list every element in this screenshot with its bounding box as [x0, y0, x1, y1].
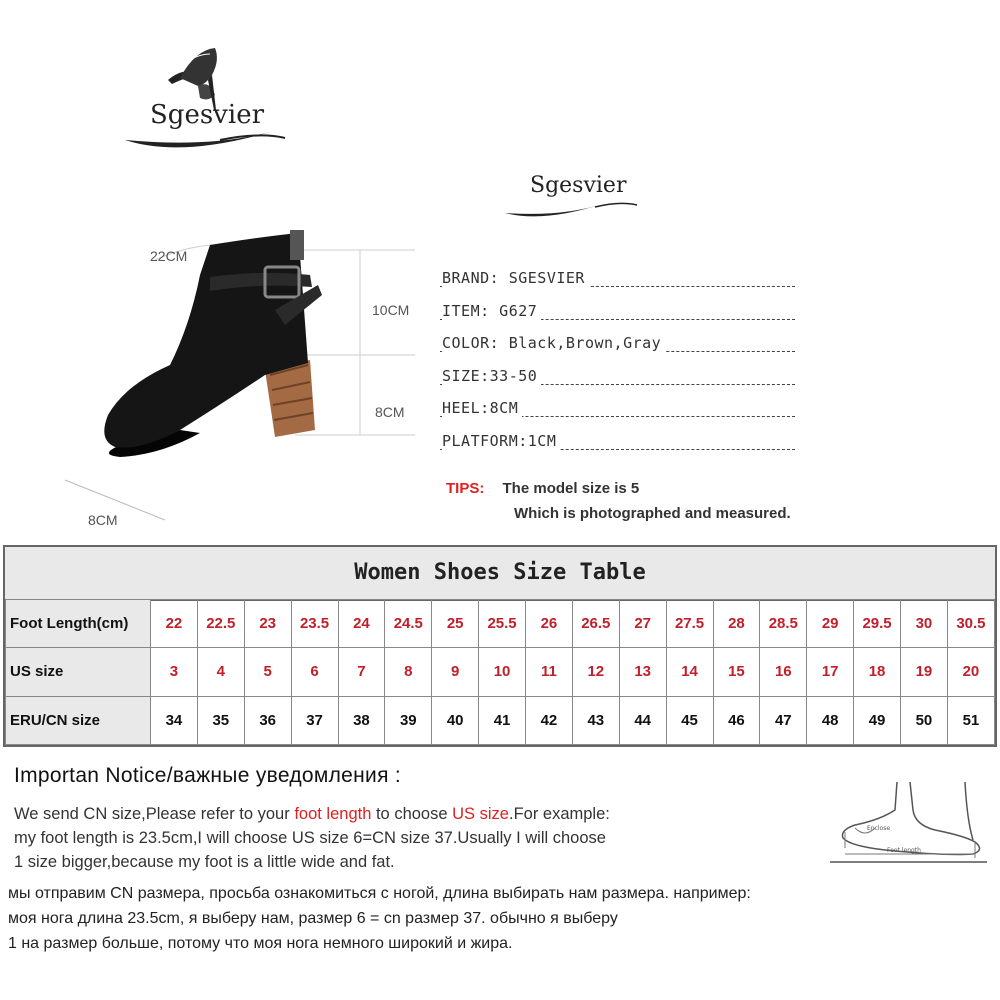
size-cell: 12: [572, 648, 619, 696]
size-cell: 44: [619, 696, 666, 744]
size-cell: 14: [666, 648, 713, 696]
size-cell: 46: [713, 696, 760, 744]
size-cell: 19: [901, 648, 948, 696]
product-specs: [440, 265, 795, 460]
size-table-row: [6, 648, 995, 696]
size-cell: 17: [807, 648, 854, 696]
size-cell: 9: [432, 648, 479, 696]
size-cell: 28: [713, 600, 760, 648]
size-cell: 39: [385, 696, 432, 744]
size-cell: 49: [854, 696, 901, 744]
size-cell: 29: [807, 600, 854, 648]
size-cell: 37: [291, 696, 338, 744]
size-cell: 28.5: [760, 600, 807, 648]
brand-wordmark-small: Sgesvier: [530, 173, 627, 198]
size-cell: 24.5: [385, 600, 432, 648]
enclose-label: Enclose: [867, 825, 891, 832]
ankle-boot-image: [60, 215, 440, 535]
size-cell: 15: [713, 648, 760, 696]
size-cell: 47: [760, 696, 807, 744]
spec-brand: BRAND: SGESVIER: [440, 265, 795, 298]
foot-measure-icon: [825, 780, 990, 870]
size-cell: 26: [526, 600, 573, 648]
size-cell: 38: [338, 696, 385, 744]
size-cell: 13: [619, 648, 666, 696]
size-cell: 3: [151, 648, 198, 696]
size-cell: 27.5: [666, 600, 713, 648]
size-cell: 23.5: [291, 600, 338, 648]
size-table: [3, 545, 997, 747]
notice-ru-line1: мы отправим CN размера, просьба ознакомиться с ногой, длина выбирать нам размера. например:: [8, 885, 751, 902]
size-cell: 36: [244, 696, 291, 744]
notice-title: Importan Notice/важные уведомления :: [14, 764, 402, 787]
size-table-row: [6, 600, 995, 648]
size-cell: 7: [338, 648, 385, 696]
spec-size: SIZE:33-50: [440, 363, 795, 396]
notice-ru-line2: моя нога длина 23.5cm, я выберу нам, размер 6 = cn размер 37. обычно я выберу: [8, 910, 618, 927]
size-cell: 27: [619, 600, 666, 648]
size-cell: 4: [197, 648, 244, 696]
size-cell: 40: [432, 696, 479, 744]
tips-line1: The model size is 5: [502, 480, 640, 497]
size-cell: 45: [666, 696, 713, 744]
size-cell: 5: [244, 648, 291, 696]
size-cell: 30: [901, 600, 948, 648]
spec-heel: HEEL:8CM: [440, 395, 795, 428]
size-cell: 8: [385, 648, 432, 696]
size-table-row: [6, 696, 995, 744]
spec-item: ITEM: G627: [440, 298, 795, 331]
notice-ru-line3: 1 на размер больше, потому что моя нога немного широкий и жира.: [8, 935, 513, 952]
shaft-circumference-label: 22CM: [150, 248, 188, 264]
us-size-highlight: US size: [452, 805, 509, 823]
logo-swoosh-icon: [505, 165, 645, 225]
size-cell: 23: [244, 600, 291, 648]
size-cell: 20: [947, 648, 994, 696]
size-cell: 41: [479, 696, 526, 744]
size-cell: 6: [291, 648, 338, 696]
size-cell: 50: [901, 696, 948, 744]
size-cell: 10: [479, 648, 526, 696]
size-table-title: Women Shoes Size Table: [5, 547, 995, 601]
size-row-label: Foot Length(cm): [6, 600, 151, 648]
heel-height-label: 8CM: [375, 404, 405, 420]
brand-logo: [120, 40, 290, 160]
size-cell: 51: [947, 696, 994, 744]
size-cell: 22: [151, 600, 198, 648]
size-cell: 34: [151, 696, 198, 744]
notice-en-line2: my foot length is 23.5cm,I will choose US size 6=CN size 37.Usually I will choose: [14, 829, 606, 847]
size-cell: 16: [760, 648, 807, 696]
brand-logo-small: [505, 165, 645, 225]
size-cell: 22.5: [197, 600, 244, 648]
size-cell: 43: [572, 696, 619, 744]
spec-platform: PLATFORM:1CM: [440, 428, 795, 461]
size-cell: 42: [526, 696, 573, 744]
tips-label: TIPS:: [446, 480, 485, 497]
size-cell: 24: [338, 600, 385, 648]
brand-wordmark: Sgesvier: [150, 100, 265, 130]
size-row-label: ERU/CN size: [6, 696, 151, 744]
size-cell: 29.5: [854, 600, 901, 648]
tips-line2: Which is photographed and measured.: [514, 505, 791, 522]
size-cell: 48: [807, 696, 854, 744]
size-cell: 35: [197, 696, 244, 744]
foot-length-label: Foot length: [887, 847, 921, 854]
notice-en-line3: 1 size bigger,because my foot is a little wide and fat.: [14, 853, 395, 871]
size-cell: 25.5: [479, 600, 526, 648]
size-table-grid: [5, 599, 995, 745]
size-cell: 30.5: [947, 600, 994, 648]
size-cell: 11: [526, 648, 573, 696]
size-row-label: US size: [6, 648, 151, 696]
size-cell: 18: [854, 648, 901, 696]
foot-width-label: 8CM: [88, 512, 118, 528]
shaft-height-label: 10CM: [372, 302, 410, 318]
spec-color: COLOR: Black,Brown,Gray: [440, 330, 795, 363]
notice-en-line1: We send CN size,Please refer to your foot length to choose US size.For example:: [14, 805, 610, 823]
size-cell: 25: [432, 600, 479, 648]
size-cell: 26.5: [572, 600, 619, 648]
foot-length-highlight: foot length: [294, 805, 372, 823]
tips: [446, 480, 639, 497]
